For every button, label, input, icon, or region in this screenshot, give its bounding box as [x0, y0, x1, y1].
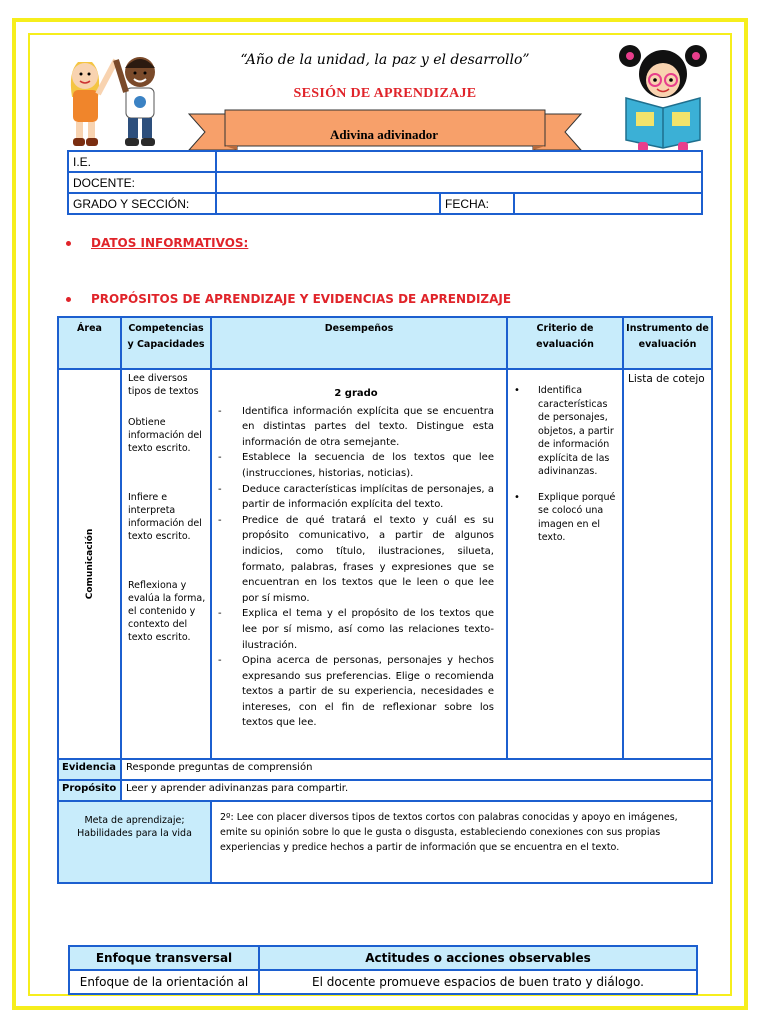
criterio-item: • Explique porqué se colocó una imagen en el texto.	[514, 491, 616, 543]
fecha-value	[514, 193, 702, 214]
session-title: SESIÓN DE APRENDIZAJE	[293, 86, 477, 101]
competencia-item: Obtiene información del texto escrito.	[128, 417, 202, 454]
desempeno-item: - Deduce características implícitas de personajes, a partir de información explícita del texto.	[218, 483, 494, 511]
desempeno-item: - Predice de qué tratará el texto y cuál es su propósito comunicativo, a partir de algunos indicios, como título, ilustraciones, silueta, formato, palabras, frases y expresiones que se encuentran en los textos que le leen o que lee por sí mismo.	[218, 514, 494, 604]
area-name: Comunicación	[84, 528, 95, 600]
enfoque-table	[68, 945, 698, 995]
header-area: Área	[58, 317, 121, 369]
evidencia-label: Evidencia	[58, 759, 121, 780]
grado-label: GRADO Y SECCIÓN:	[68, 193, 216, 214]
bullet-icon	[66, 297, 71, 302]
meta-label: Meta de aprendizaje; Habilidades para la vida	[58, 801, 211, 883]
propositos-heading: PROPÓSITOS DE APRENDIZAJE Y EVIDENCIAS DE APRENDIZAJE	[66, 292, 511, 306]
fecha-label: FECHA:	[440, 193, 514, 214]
desempeno-item: - Explica el tema y el propósito de los textos que lee por sí mismo, así como las relaciones texto-ilustración.	[218, 608, 494, 651]
grade-label: 2 grado	[334, 388, 378, 399]
grado-value	[216, 193, 440, 214]
header-criterio: Criterio de evaluación	[507, 317, 623, 369]
area-cell	[58, 369, 121, 759]
ie-label: I.E.	[68, 151, 216, 172]
general-info-table	[67, 150, 703, 215]
docente-label: DOCENTE:	[68, 172, 216, 193]
actitudes-value: El docente promueve espacios de buen trato y diálogo.	[259, 970, 697, 994]
desempeno-item: - Establece la secuencia de los textos que lee (instrucciones, historias, noticias).	[218, 452, 494, 479]
criterio-cell	[507, 369, 623, 759]
header-desempenos: Desempeños	[211, 317, 507, 369]
criterio-item: • Identifica características de personajes, objetos, a partir de información explícita de las adivinanzas.	[514, 385, 614, 477]
datos-heading: DATOS INFORMATIVOS:	[66, 236, 248, 250]
actitudes-header: Actitudes o acciones observables	[259, 946, 697, 970]
evidencia-value: Responde preguntas de comprensión	[121, 759, 712, 780]
desempeno-item: - Opina acerca de personas, personajes y hechos expresando sus preferencias. Elige o recomienda textos a partir de su experiencia, necesidades e intereses, con el fin de reflexionar sobre los textos que lee.	[218, 655, 494, 729]
ie-value	[216, 151, 702, 172]
meta-value: 2º: Lee con placer diversos tipos de textos cortos con palabras conocidas y apoyo en imágenes, emite su opinión sobre lo que le gusta o disgusta, estableciendo conexiones con sus propias experiencias y predice hechos a partir de información que se encuentra en el texto.	[211, 801, 712, 883]
enfoque-value: Enfoque de la orientación al	[69, 970, 259, 994]
girl-reading-illustration	[608, 42, 718, 154]
competencia-item: Reflexiona y evalúa la forma, el contenido y contexto del texto escrito.	[128, 580, 206, 643]
kids-illustration	[58, 42, 198, 154]
bullet-icon	[66, 241, 71, 246]
enfoque-header: Enfoque transversal	[69, 946, 259, 970]
year-motto: “Año de la unidad, la paz y el desarrollo”	[240, 52, 530, 68]
header-instrumento: Instrumento de evaluación	[623, 317, 712, 369]
docente-value	[216, 172, 702, 193]
desempenos-cell	[211, 369, 507, 759]
desempeno-item: - Identifica información explícita que se encuentra en distintas partes del texto. Distingue esta información de otra semejante.	[218, 405, 494, 448]
competencias-cell	[121, 369, 211, 759]
competencia-item: Infiere e interpreta información del texto escrito.	[128, 492, 202, 542]
competencia-item: Lee diversos tipos de textos	[128, 373, 199, 397]
session-topic: Adivina adivinador	[329, 127, 438, 142]
proposito-value: Leer y aprender adivinanzas para compartir.	[121, 780, 712, 801]
header-competencias: Competencias y Capacidades	[121, 317, 211, 369]
instrumento-cell: Lista de cotejo	[623, 369, 712, 759]
proposito-label: Propósito	[58, 780, 121, 801]
learning-purposes-table	[57, 316, 713, 884]
